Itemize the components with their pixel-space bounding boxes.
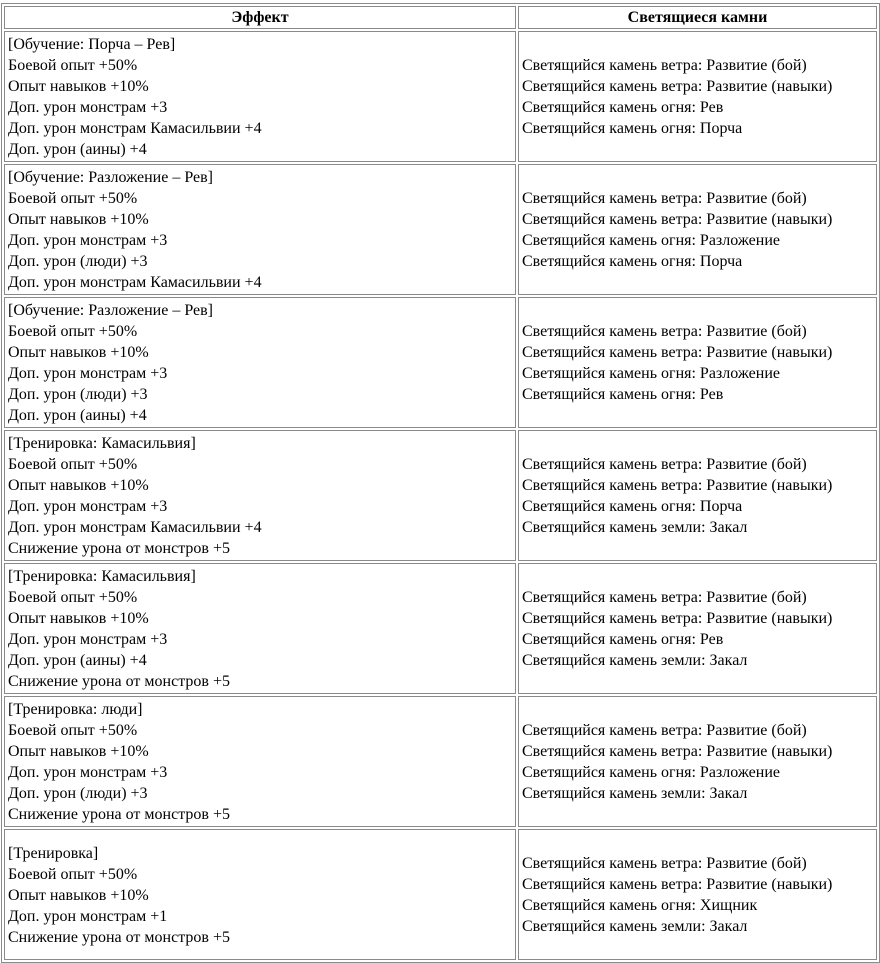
stone-line: Светящийся камень земли: Закал [522,918,748,935]
stones-cell [518,829,877,960]
effect-line: Доп. урон монстрам Камасильвии +4 [8,519,262,536]
effect-line: Доп. урон (аины) +4 [8,652,147,669]
effect-line: Доп. урон (люди) +3 [8,386,148,403]
stone-line: Светящийся камень ветра: Развитие (навыки) [522,876,833,893]
effect-cell [4,164,516,295]
effect-line: Снижение урона от монстров +5 [8,673,230,690]
effect-cell [4,297,516,428]
stone-line: Светящийся камень ветра: Развитие (бой) [522,456,807,473]
effect-line: Доп. урон монстрам +3 [8,99,168,116]
stone-line: Светящийся камень ветра: Развитие (навыки) [522,610,833,627]
stone-line: Светящийся камень земли: Закал [522,519,748,536]
stone-line: Светящийся камень огня: Разложение [522,232,781,249]
effect-line: Опыт навыков +10% [8,610,149,627]
effect-line: Доп. урон монстрам +3 [8,631,168,648]
stone-line: Светящийся камень огня: Рев [522,386,724,403]
effect-cell [4,563,516,694]
header-row [4,6,877,29]
column-header-stones: Светящиеся камни [518,6,877,29]
effect-line: Опыт навыков +10% [8,78,149,95]
stone-line: Светящийся камень огня: Порча [522,120,743,137]
effect-line: Опыт навыков +10% [8,886,149,904]
stone-line: Светящийся камень земли: Закал [522,652,748,669]
column-header-effect: Эффект [4,6,516,29]
stone-line: Светящийся камень ветра: Развитие (навыки) [522,344,833,361]
effect-line: Доп. урон монстрам +3 [8,764,168,781]
table-row [4,31,877,162]
table-body [4,31,877,960]
effect-title: [Обучение: Разложение – Рев] [8,302,213,319]
effect-cell [4,31,516,162]
stones-cell [518,696,877,827]
effect-title: [Тренировка: люди] [8,701,143,718]
stone-line: Светящийся камень ветра: Развитие (бой) [522,57,807,74]
effect-line: Боевой опыт +50% [8,722,138,739]
effect-title: [Тренировка: Камасильвия] [8,568,196,585]
effect-line: Боевой опыт +50% [8,456,138,473]
stones-cell [518,164,877,295]
table-row [4,297,877,428]
effect-cell [4,430,516,561]
stone-line: Светящийся камень огня: Разложение [522,365,781,382]
stone-line: Светящийся камень ветра: Развитие (навыки) [522,743,833,760]
stones-cell [518,430,877,561]
stone-line: Светящийся камень земли: Закал [522,785,748,802]
effect-line: Боевой опыт +50% [8,589,138,606]
effect-line: Доп. урон (аины) +4 [8,141,147,158]
effect-title: [Тренировка] [8,844,99,862]
table-row [4,164,877,295]
effect-line: Доп. урон (аины) +4 [8,407,147,424]
effect-line: Снижение урона от монстров +5 [8,806,230,823]
effect-line: Опыт навыков +10% [8,477,149,494]
effect-line: Боевой опыт +50% [8,865,138,883]
stone-line: Светящийся камень ветра: Развитие (навыки) [522,477,833,494]
stone-line: Светящийся камень огня: Порча [522,498,743,515]
effect-line: Доп. урон монстрам +3 [8,232,168,249]
effect-line: Доп. урон (люди) +3 [8,253,148,270]
effect-line: Опыт навыков +10% [8,743,149,760]
effect-title: [Тренировка: Камасильвия] [8,435,196,452]
stone-line: Светящийся камень ветра: Развитие (бой) [522,589,807,606]
effect-line: Опыт навыков +10% [8,344,149,361]
effect-cell [4,829,516,960]
stone-line: Светящийся камень огня: Порча [522,253,743,270]
stone-line: Светящийся камень ветра: Развитие (бой) [522,722,807,739]
stone-line: Светящийся камень ветра: Развитие (бой) [522,323,807,340]
stone-line: Светящийся камень ветра: Развитие (навыки) [522,211,833,228]
table-row [4,563,877,694]
effect-line: Доп. урон монстрам +1 [8,907,168,925]
effect-line: Доп. урон монстрам Камасильвии +4 [8,120,262,137]
effect-cell [4,696,516,827]
effect-title: [Обучение: Разложение – Рев] [8,169,213,186]
table-row [4,696,877,827]
effect-title: [Обучение: Порча – Рев] [8,36,176,53]
stone-line: Светящийся камень ветра: Развитие (бой) [522,190,807,207]
effect-line: Доп. урон (люди) +3 [8,785,148,802]
table-row [4,430,877,561]
effect-line: Боевой опыт +50% [8,190,138,207]
effects-table [1,3,880,963]
stone-line: Светящийся камень огня: Рев [522,99,724,116]
effect-line: Доп. урон монстрам +3 [8,365,168,382]
stone-line: Светящийся камень огня: Рев [522,631,724,648]
stone-line: Светящийся камень ветра: Развитие (навыки) [522,78,833,95]
stone-line: Светящийся камень ветра: Развитие (бой) [522,855,807,872]
effect-line: Снижение урона от монстров +5 [8,540,230,557]
effect-line: Опыт навыков +10% [8,211,149,228]
stones-cell [518,31,877,162]
effect-line: Боевой опыт +50% [8,57,138,74]
stone-line: Светящийся камень огня: Хищник [522,897,758,914]
stones-cell [518,297,877,428]
stones-cell [518,563,877,694]
effect-line: Доп. урон монстрам Камасильвии +4 [8,274,262,291]
effect-line: Снижение урона от монстров +5 [8,928,230,946]
effect-line: Боевой опыт +50% [8,323,138,340]
stone-line: Светящийся камень огня: Разложение [522,764,781,781]
effect-line: Доп. урон монстрам +3 [8,498,168,515]
table-row [4,829,877,960]
